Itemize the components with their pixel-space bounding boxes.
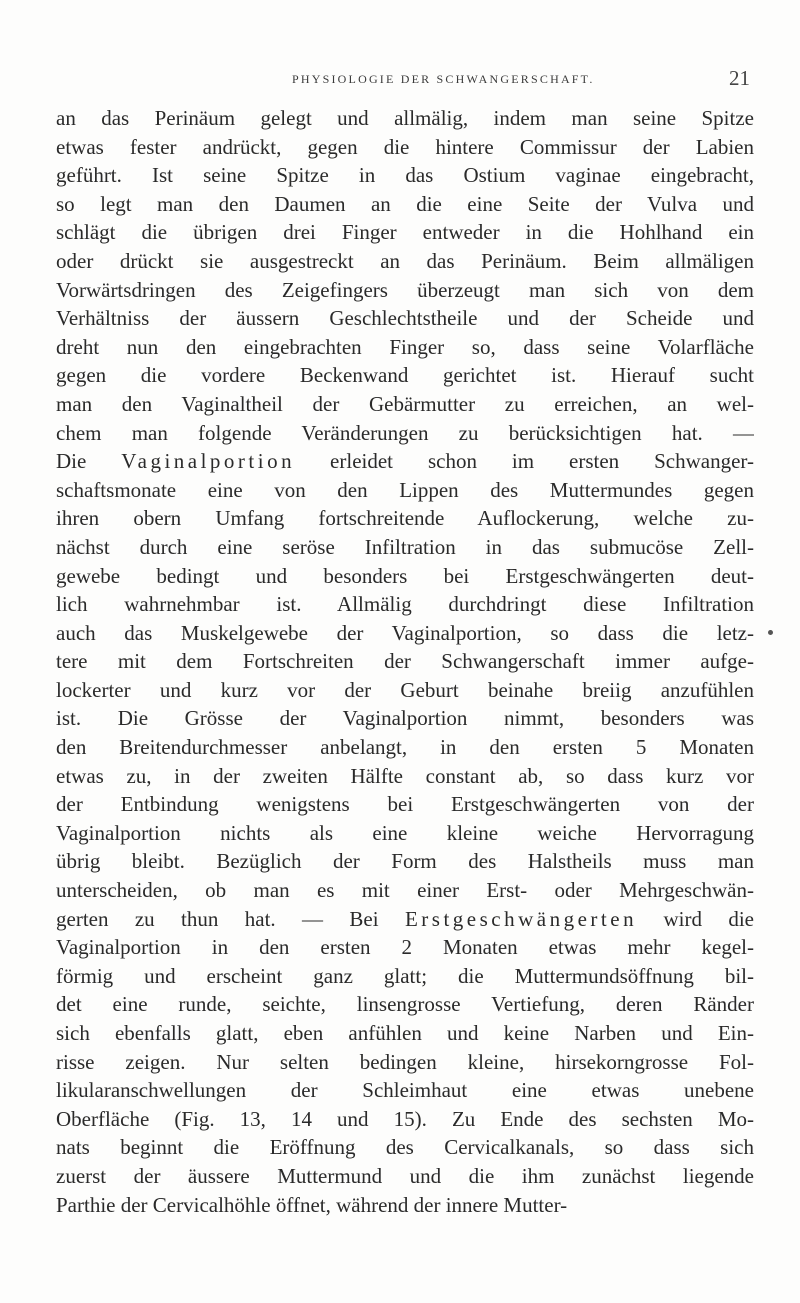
text-line	[56, 447, 754, 476]
text-fragment: erleidet schon im ersten Schwanger-	[295, 449, 754, 474]
text-line: übrig bleibt. Bezüglich der Form des Halstheils muss man	[56, 849, 754, 874]
text-line: Vaginalportion in den ersten 2 Monaten etwas mehr kegel-	[56, 935, 754, 960]
text-line: chem man folgende Veränderungen zu berücksichtigen hat. —	[56, 420, 754, 445]
text-line: tere mit dem Fortschreiten der Schwangerschaft immer aufge-	[56, 649, 754, 674]
text-line: ist. Die Grösse der Vaginalportion nimmt, besonders was	[56, 706, 754, 731]
text-line: det eine runde, seichte, linsengrosse Vertiefung, deren Ränder	[56, 992, 754, 1017]
text-line	[56, 905, 754, 934]
text-line: förmig und erscheint ganz glatt; die Muttermundsöffnung bil-	[56, 963, 754, 988]
text-line: lich wahrnehmbar ist. Allmälig durchdringt diese Infiltration	[56, 592, 754, 617]
text-line: Oberfläche (Fig. 13, 14 und 15). Zu Ende des sechsten Mo-	[56, 1106, 754, 1131]
text-line: oder drückt sie ausgestreckt an das Perinäum. Beim allmäligen	[56, 248, 754, 273]
text-line: likularanschwellungen der Schleimhaut eine etwas unebene	[56, 1078, 754, 1103]
text-line: gegen die vordere Beckenwand gerichtet ist. Hierauf sucht	[56, 363, 754, 388]
text-line: risse zeigen. Nur selten bedingen kleine, hirsekorngrosse Fol-	[56, 1049, 754, 1074]
text-line: lockerter und kurz vor der Geburt beinahe breiig anzufühlen	[56, 677, 754, 702]
text-fragment: gerten zu thun hat. — Bei	[56, 906, 405, 931]
text-line: Parthie der Cervicalhöhle öffnet, während der innere Mutter-	[56, 1192, 568, 1217]
text-line: den Breitendurchmesser anbelangt, in den ersten 5 Monaten	[56, 735, 754, 760]
text-line: Vorwärtsdringen des Zeigefingers überzeugt man sich von dem	[56, 277, 754, 302]
page-number: 21	[729, 66, 750, 90]
text-line: schlägt die übrigen drei Finger entweder in die Hohlhand ein	[56, 220, 754, 245]
text-line: auch das Muskelgewebe der Vaginalportion, so dass die letz-	[56, 620, 754, 645]
text-line: man den Vaginaltheil der Gebärmutter zu erreichen, an wel-	[56, 391, 754, 416]
text-line: so legt man den Daumen an die eine Seite der Vulva und	[56, 191, 754, 216]
text-fragment: wird die	[637, 906, 754, 931]
text-line: der Entbindung wenigstens bei Erstgeschwängerten von der	[56, 792, 754, 817]
running-head-title: PHYSIOLOGIE DER SCHWANGERSCHAFT.	[292, 72, 595, 86]
text-line: etwas fester andrückt, gegen die hintere Commissur der Labien	[56, 134, 754, 159]
text-line: dreht nun den eingebrachten Finger so, dass seine Volarfläche	[56, 334, 754, 359]
text-line: unterscheiden, ob man es mit einer Erst- oder Mehrgeschwän-	[56, 878, 754, 903]
text-line: nats beginnt die Eröffnung des Cervicalkanals, so dass sich	[56, 1135, 754, 1160]
text-line: gewebe bedingt und besonders bei Erstgeschwängerten deut-	[56, 563, 754, 588]
text-fragment: Die	[56, 449, 122, 474]
text-line: etwas zu, in der zweiten Hälfte constant ab, so dass kurz vor	[56, 763, 754, 788]
text-line: geführt. Ist seine Spitze in das Ostium vaginae eingebracht,	[56, 163, 754, 188]
running-head	[0, 66, 800, 96]
ink-speck	[768, 630, 773, 635]
text-line: Verhältniss der äussern Geschlechtstheile und der Scheide und	[56, 306, 754, 331]
spaced-term: Erstgeschwängerten	[404, 906, 638, 931]
text-line: schaftsmonate eine von den Lippen des Muttermundes gegen	[56, 477, 754, 502]
text-line: zuerst der äussere Muttermund und die ihm zunächst liegende	[56, 1163, 754, 1188]
text-line: an das Perinäum gelegt und allmälig, indem man seine Spitze	[56, 106, 754, 130]
text-line: ihren obern Umfang fortschreitende Auflockerung, welche zu-	[56, 506, 754, 531]
text-line: nächst durch eine seröse Infiltration in das submucöse Zell-	[56, 534, 754, 559]
text-line: Vaginalportion nichts als eine kleine weiche Hervorragung	[56, 820, 754, 845]
text-line: sich ebenfalls glatt, eben anfühlen und keine Narben und Ein-	[56, 1021, 754, 1045]
spaced-term: Vaginalportion	[121, 449, 296, 474]
body-text	[56, 104, 754, 1219]
